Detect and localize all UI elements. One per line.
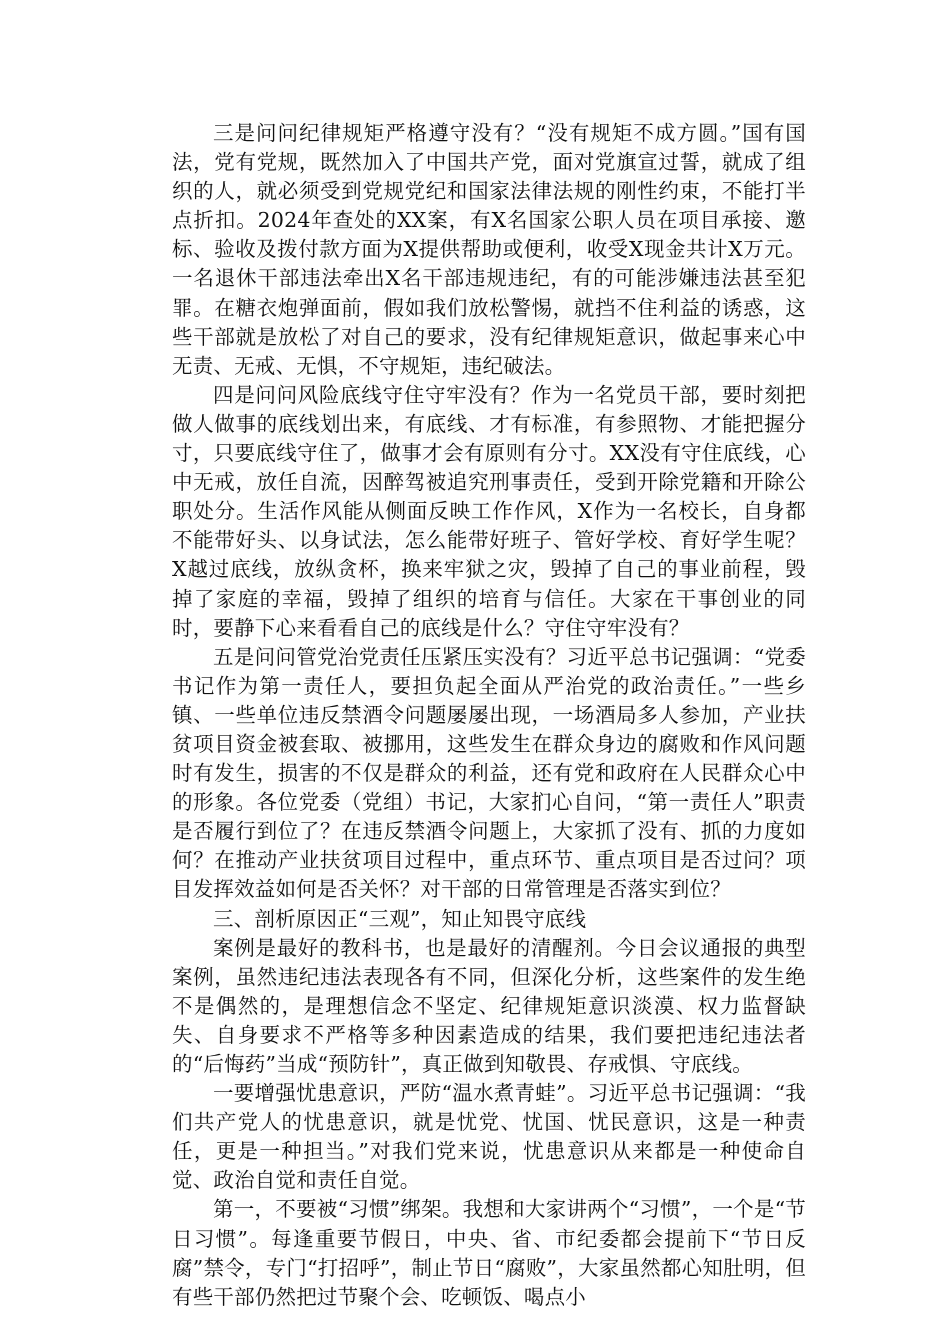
document-body — [172, 119, 806, 1312]
paragraph-responsibility: 五是问问管党治党责任压紧压实没有？习近平总书记强调：“党委书记作为第一责任人，要担负起全面从严治党的政治责任。”一些乡镇、一些单位违反禁酒令问题屡屡出现，一场酒局多人参加，产业扶贫项目资金被套取、被挪用，这些发生在群众身边的腐败和作风问题时有发生，损害的不仅是群众的利益，还有党和政府在人民群众心中的形象。各位党委（党组）书记，大家扪心自问，“第一责任人”职责是否履行到位了？在违反禁酒令问题上，大家抓了没有、抓的力度如何？在推动产业扶贫项目过程中，重点环节、重点项目是否过问？项目发挥效益如何是否关怀？对干部的日常管理是否落实到位？ — [172, 644, 806, 902]
section-heading: 三、剖析原因正“三观”，知止知畏守底线 — [213, 906, 587, 931]
paragraph-bottom-line: 四是问问风险底线守住守牢没有？作为一名党员干部，要时刻把做人做事的底线划出来，有底线、才有标准，有参照物、才能把握分寸，只要底线守住了，做事才会有原则有分寸。XX没有守住底线，心中无戒，放任自流，因醉驾被追究刑事责任，受到开除党籍和开除公职处分。生活作风能从侧面反映工作作风，X作为一名校长，自身都不能带好头、以身试法，怎么能带好班子、管好学校、育好学生呢？X越过底线，放纵贪杯，换来牢狱之灾，毁掉了自己的事业前程，毁掉了家庭的幸福，毁掉了组织的培育与信任。大家在干事创业的同时，要静下心来看看自己的底线是什么？守住守牢没有？ — [172, 382, 806, 640]
paragraph-awareness: 一要增强忧患意识，严防“温水煮青蛙”。习近平总书记强调：“我们共产党人的忧患意识，就是忧党、忧国、忧民意识，这是一种责任，更是一种担当。”对我们党来说，忧患意识从来都是一种使命自觉、政治自觉和责任自觉。 — [172, 1081, 806, 1193]
paragraph-discipline: 三是问问纪律规矩严格遵守没有？“没有规矩不成方圆。”国有国法，党有党规，既然加入了中国共产党，面对党旗宣过誓，就成了组织的人，就必须受到党规党纪和国家法律法规的刚性约束，不能打半点折扣。2024年查处的XX案，有X名国家公职人员在项目承接、邀标、验收及拨付款方面为X提供帮助或便利，收受X现金共计X万元。一名退休干部违法牵出X名干部违规违纪，有的可能涉嫌违法甚至犯罪。在糖衣炮弹面前，假如我们放松警惕，就挡不住利益的诱惑，这些干部就是放松了对自己的要求，没有纪律规矩意识，做起事来心中无责、无戒、无惧，不守规矩，违纪破法。 — [172, 121, 806, 378]
paragraph-case-analysis: 案例是最好的教科书，也是最好的清醒剂。今日会议通报的典型案例，虽然违纪违法表现各有不同，但深化分析，这些案件的发生绝不是偶然的，是理想信念不坚定、纪律规矩意识淡漠、权力监督缺失、自身要求不严格等多种因素造成的结果，我们要把违纪违法者的“后悔药”当成“预防针”，真正做到知敬畏、存戒惧、守底线。 — [172, 935, 806, 1076]
paragraph-habits: 第一，不要被“习惯”绑架。我想和大家讲两个“习惯”，一个是“节日习惯”。每逢重要节假日，中央、省、市纪委都会提前下“节日反腐”禁令，专门“打招呼”，制止节日“腐败”，大家虽然都心知肚明，但有些干部仍然把过节聚个会、吃顿饭、喝点小 — [172, 1197, 806, 1309]
